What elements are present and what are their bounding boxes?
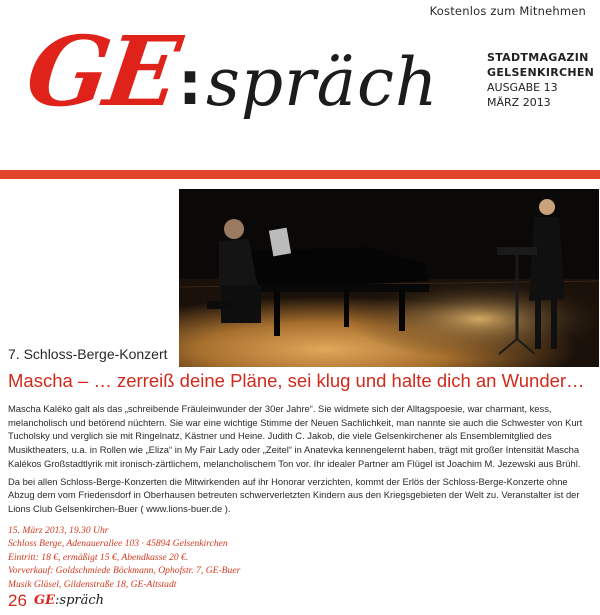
article-paragraph-2: Da bei allen Schloss-Berge-Konzerten die Mitwirkenden auf ihr Honorar verzichten, kommt der Erlös der Schloss-Berge-Konzerte ohne Abzug dem vom Friedensdorf in Oberhausen betreuten schwerverletzten Kindern aus den Kriegsgebieten der Welt zu. Veranstalter ist der Lions Club Gelsenkirchen-Buer ( www.lions-buer.de ). (8, 475, 580, 514)
article-paragraph-1: Mascha Kaléko galt als das „schreibende Fräuleinwunder der 30er Jahre“. Sie widmete sich der Alltagspoesie, war charmant, kess, melancholisch und betörend nüchtern. Sie war eine wichtige Stimme der Neuen Sachlichkeit, man nannte sie auch die Schwester von Kurt Tucholsky und verglich sie mit Ringelnatz, Kästner und Heine. Judith C. Jakob, die viele Gelsenkirchener als Ensemblemitglied des Musiktheaters, u.a. in Rollen wie „Eliza“ in My Fair Lady oder „Zeitel“ in Anatevka kennengelernt haben, trägt mit großer Intensität Mascha Kalékos Großstadtlyrik mit ironisch-zärtlichem, melancholischem Ton vor. Ihr idealer Partner am Flügel ist Joachim M. Jezewski aus Brühl. (8, 403, 583, 469)
masthead-issue: AUSGABE 13 (487, 81, 558, 94)
event-date: 15. März 2013, 19.30 Uhr (8, 525, 109, 536)
event-presale-1: Vorverkauf: Goldschmiede Böckmann, Ophofstr. 7, GE-Buer (8, 565, 241, 577)
page-number: 26 (8, 591, 27, 610)
event-venue: Schloss Berge, Adenauerallee 103 · 45894 Gelsenkirchen (8, 538, 228, 550)
free-copy-tagline: Kostenlos zum Mitnehmen (429, 4, 586, 18)
concert-photo (179, 189, 599, 367)
logo-wordmark: spräch (206, 44, 439, 121)
article-section: 7. Schloss-Berge-Konzert (8, 346, 168, 362)
masthead-line2: GELSENKIRCHEN (487, 66, 595, 79)
footer-logo-word: :spräch (55, 593, 105, 608)
article-headline: Mascha – … zerreiß deine Pläne, sei klug und halte dich an Wunder… (8, 370, 585, 391)
logo-ge: GE (20, 15, 184, 128)
masthead-date: MÄRZ 2013 (487, 96, 551, 109)
footer-logo (34, 593, 104, 608)
magazine-logo (20, 15, 448, 142)
event-prices: Eintritt: 18 €, ermäßigt 15 €, Abendkasse 20 €. (8, 551, 189, 563)
masthead-info (487, 50, 597, 110)
header-divider (0, 170, 600, 179)
event-info (8, 524, 408, 591)
logo-colon: : (178, 49, 202, 119)
event-presale-2: Musik Gläsel, Gildenstraße 18, GE-Altstadt (8, 578, 177, 590)
article-body (8, 402, 596, 516)
masthead-line1: STADTMAGAZIN (487, 51, 589, 64)
footer-logo-ge: GE (34, 593, 56, 608)
